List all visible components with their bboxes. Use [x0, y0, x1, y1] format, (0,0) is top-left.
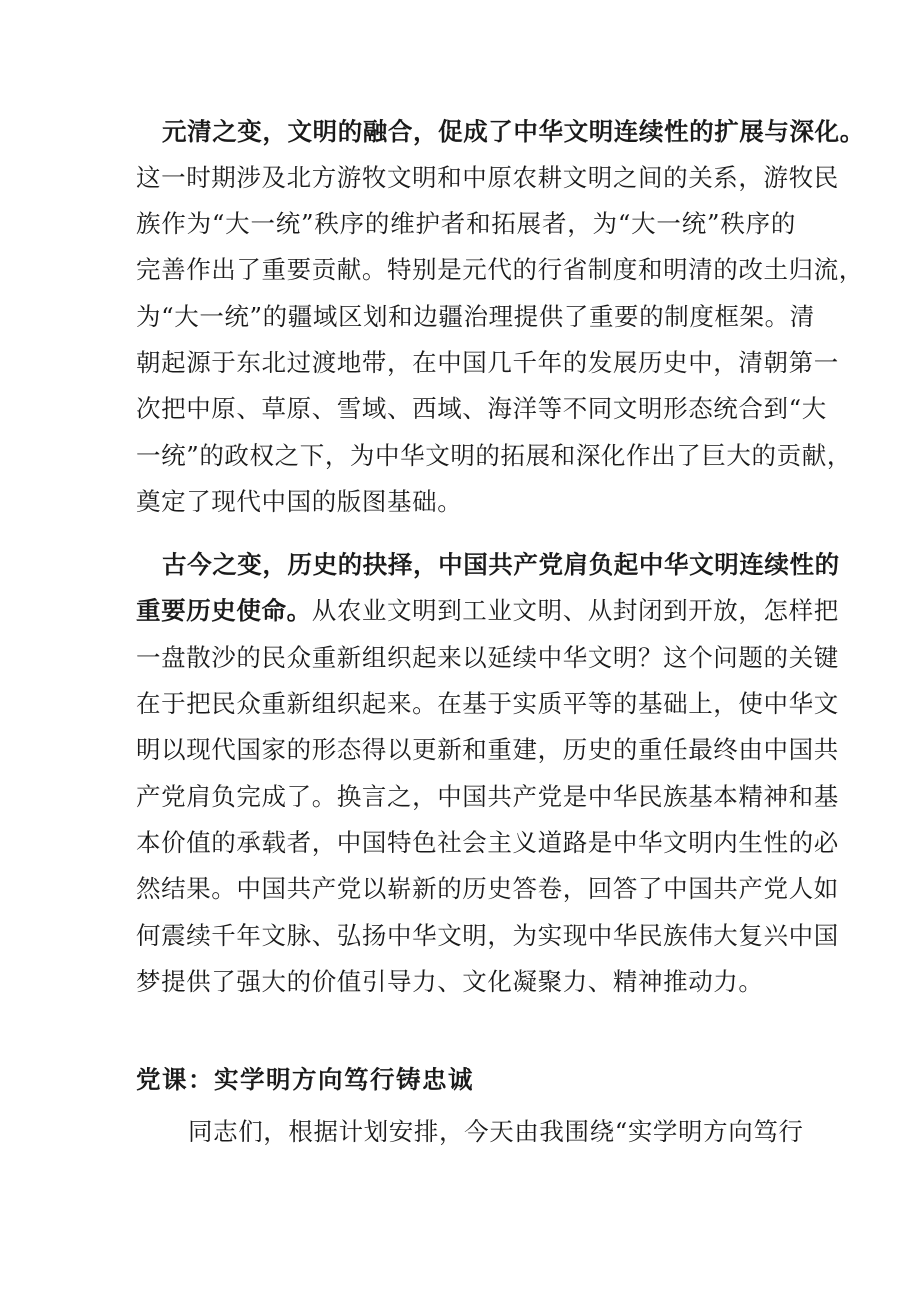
paragraph-1-line: 为“大一统”的疆域区划和边疆治理提供了重要的制度框架。清 [136, 302, 815, 331]
paragraph-2-line: 本价值的承载者，中国特色社会主义道路是中华文明内生性的必 [136, 828, 839, 857]
paragraph-2-line-2-rest: 从农业文明到工业文明、从封闭到开放，怎样把 [311, 596, 839, 625]
paragraph-2-line: 产党肩负完成了。换言之，中国共产党是中华民族基本精神和基 [136, 782, 839, 811]
paragraph-1-line: 完善作出了重要贡献。特别是元代的行省制度和明清的改土归流， [136, 255, 864, 284]
paragraph-1-line: 一统”的政权之下，为中华文明的拓展和深化作出了巨大的贡献， [136, 441, 852, 470]
paragraph-2-lead: 古今之变，历史的抉择，中国共产党肩负起中华文明连续性的 [162, 550, 840, 579]
section-heading: 党课：实学明方向笃行铸忠诚 [136, 1065, 474, 1094]
paragraph-1-line: 族作为“大一统”秩序的维护者和拓展者，为“大一统”秩序的 [136, 209, 796, 238]
paragraph-1-lead: 元清之变，文明的融合，促成了中华文明连续性的扩展与深化。 [162, 117, 865, 146]
paragraph-2-line: 在于把民众重新组织起来。在基于实质平等的基础上，使中华文 [136, 689, 839, 718]
paragraph-2-line-2 [136, 596, 839, 626]
paragraph-2-lead-end: 重要历史使命。 [136, 596, 312, 625]
paragraph-2-line: 然结果。中国共产党以崭新的历史答卷，回答了中国共产党人如 [136, 874, 839, 903]
paragraph-2-line: 明以现代国家的形态得以更新和重建，历史的重任最终由中国共 [136, 735, 839, 764]
paragraph-2-line: 梦提供了强大的价值引导力、文化凝聚力、精神推动力。 [136, 967, 764, 996]
paragraph-1-line: 次把中原、草原、雪域、西域、海洋等不同文明形态统合到“大 [136, 394, 827, 423]
paragraph-1-line: 这一时期涉及北方游牧文明和中原农耕文明之间的关系，游牧民 [136, 163, 839, 192]
paragraph-2-line: 一盘散沙的民众重新组织起来以延续中华文明？这个问题的关键 [136, 643, 839, 672]
paragraph-1-line: 奠定了现代中国的版图基础。 [136, 487, 463, 516]
paragraph-2-line: 何震续千年文脉、弘扬中华文明，为实现中华民族伟大复兴中国 [136, 921, 839, 950]
section-first-line: 同志们，根据计划安排，今天由我围绕“实学明方向笃行 [188, 1117, 804, 1146]
paragraph-1-line: 朝起源于东北过渡地带，在中国几千年的发展历史中，清朝第一 [136, 348, 839, 377]
